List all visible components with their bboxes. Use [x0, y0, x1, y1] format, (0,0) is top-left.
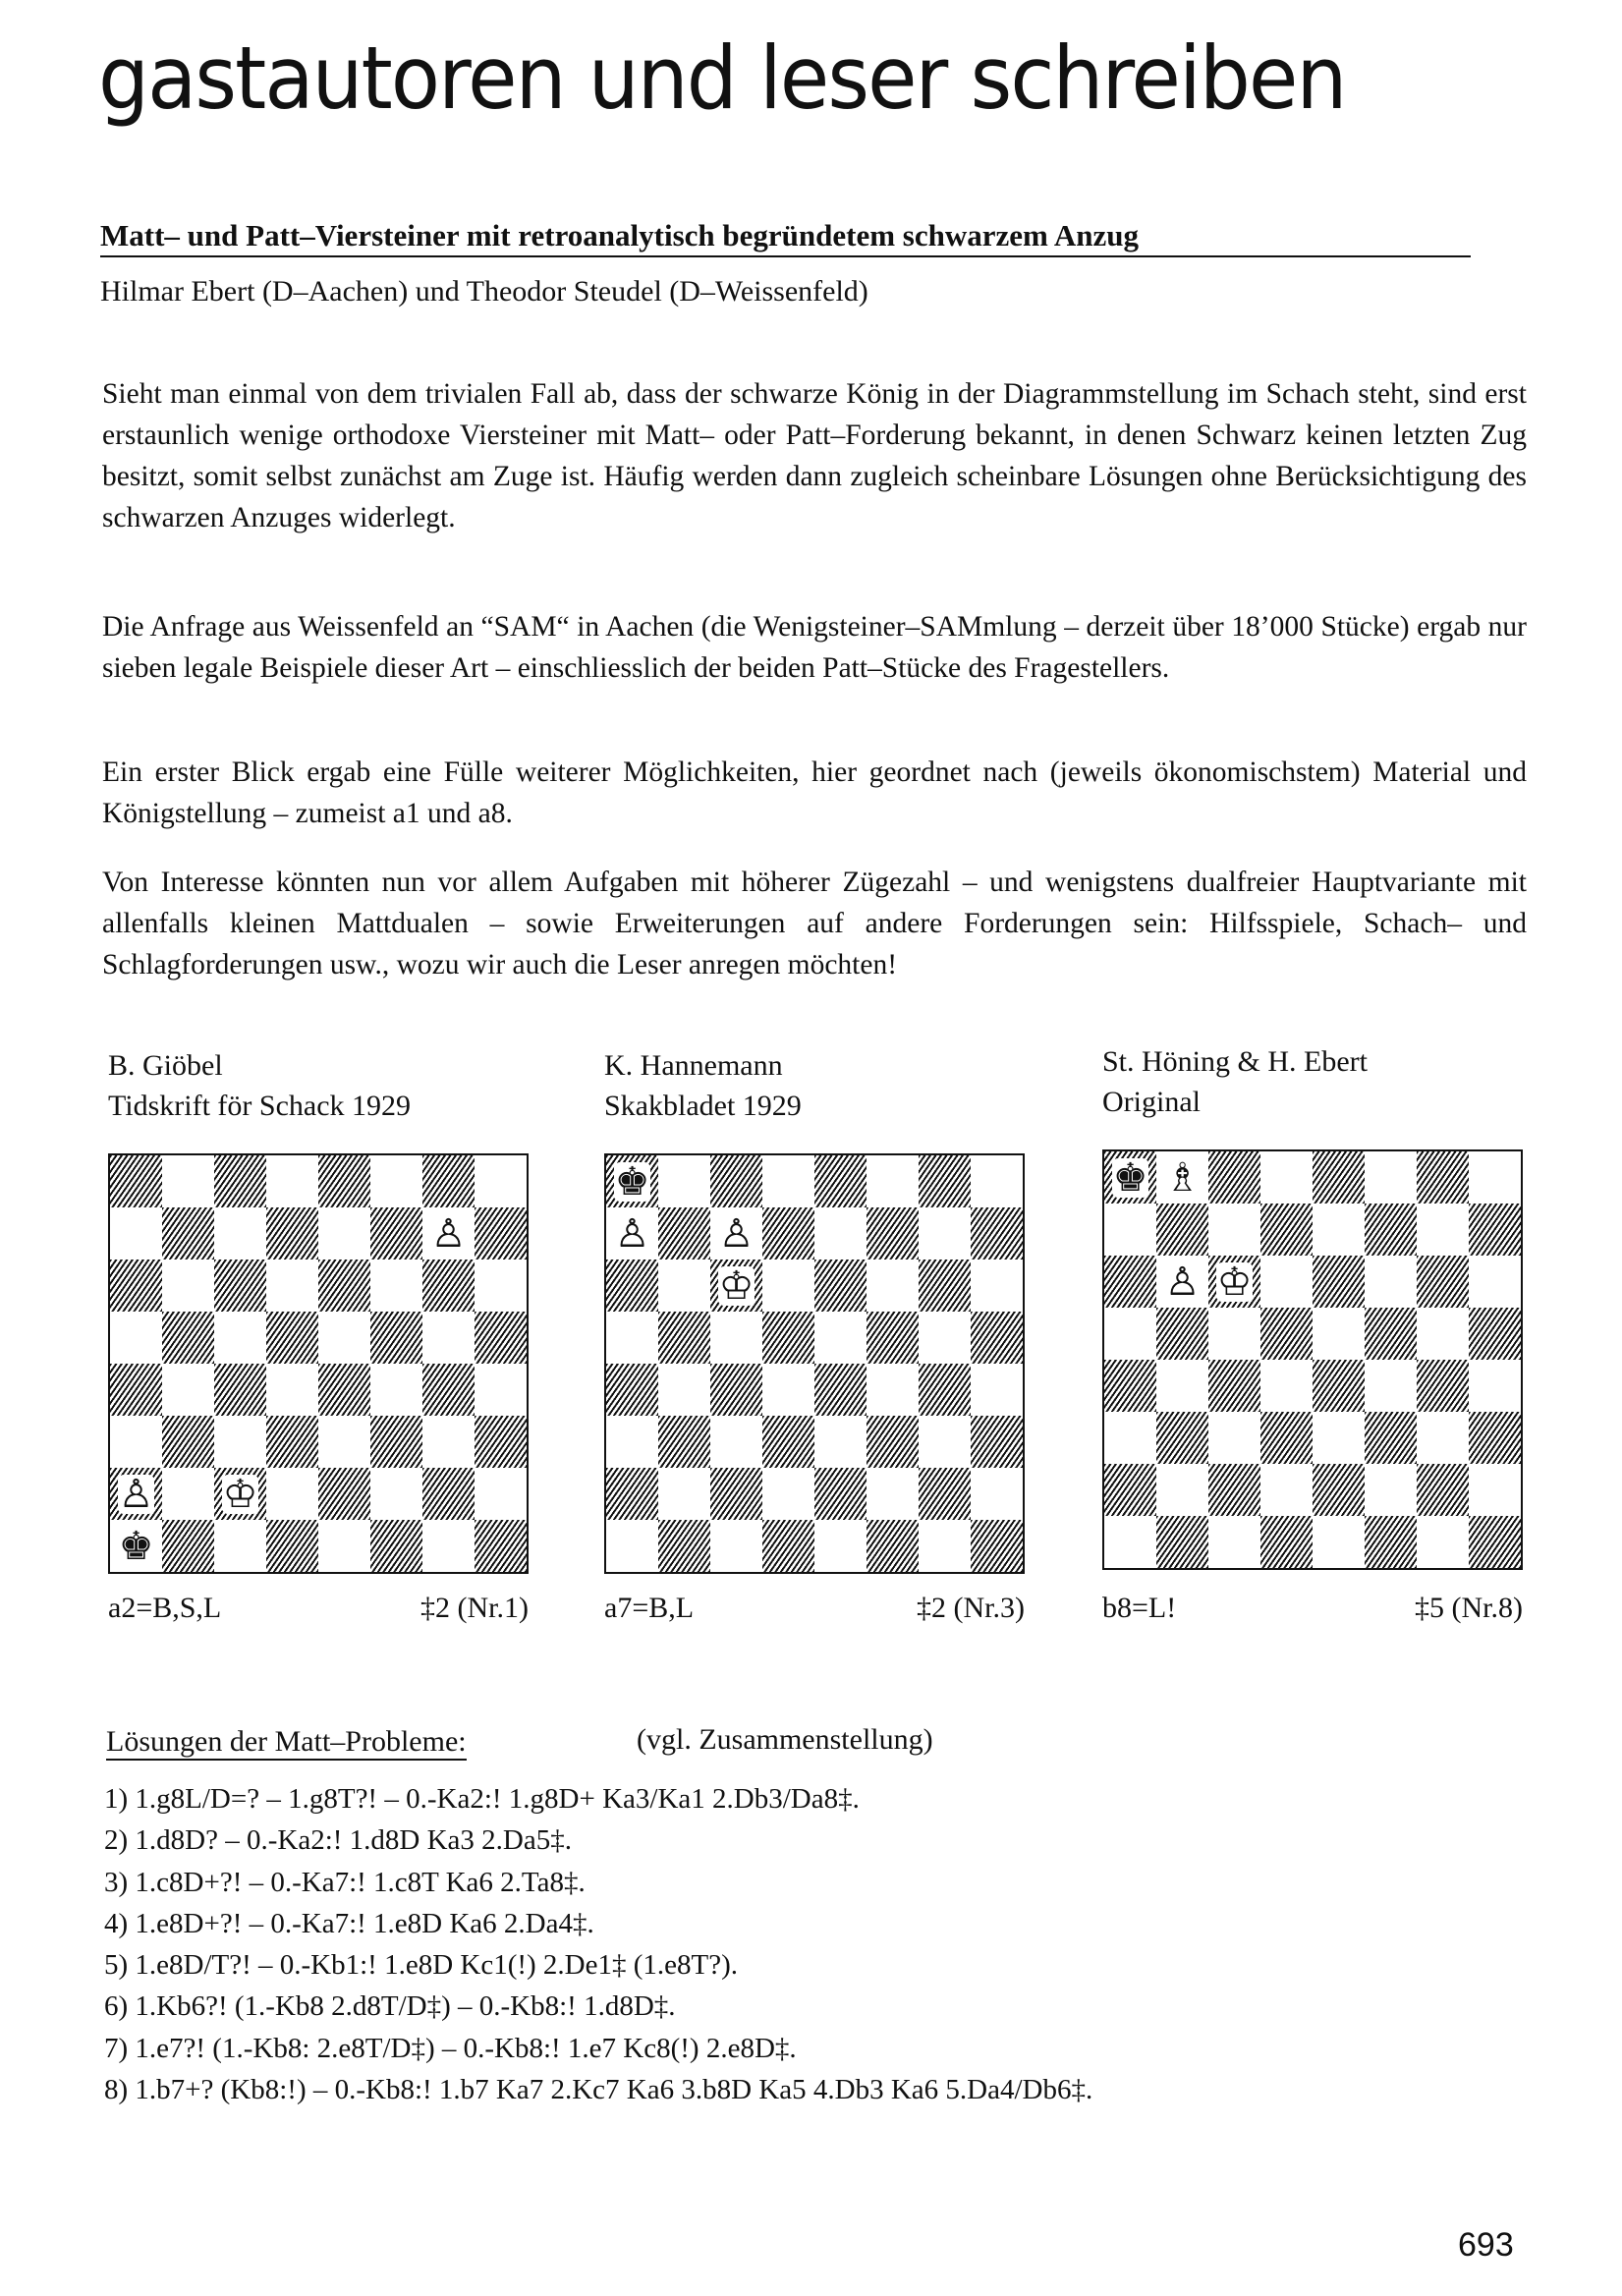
square-h2 [475, 1468, 527, 1520]
square-g5 [919, 1312, 971, 1364]
square-h4 [1469, 1360, 1521, 1412]
square-f7 [1365, 1204, 1417, 1256]
square-h4 [475, 1364, 527, 1416]
chess-piece-a8: ♚ [1112, 1154, 1148, 1201]
square-f4 [370, 1364, 422, 1416]
diagram-source: Skakbladet 1929 [604, 1090, 802, 1122]
square-a4 [1104, 1360, 1156, 1412]
page-number: 693 [1458, 2226, 1514, 2264]
square-e3 [318, 1416, 370, 1468]
square-c3 [214, 1416, 266, 1468]
square-b6 [162, 1260, 214, 1312]
solution-line: 5) 1.e8D/T?! – 0.-Kb1:! 1.e8D Kc1(!) 2.De1‡ (1.e8T?). [104, 1949, 739, 1982]
chess-piece-a2: ♙ [118, 1471, 154, 1517]
square-h7 [971, 1207, 1023, 1260]
square-h1 [1469, 1516, 1521, 1568]
square-e4 [814, 1364, 867, 1416]
square-a3 [606, 1416, 658, 1468]
square-e8 [814, 1155, 867, 1207]
square-a8 [1104, 1151, 1156, 1204]
stipulation-condition: b8=L! [1102, 1592, 1177, 1624]
article-authors: Hilmar Ebert (D–Aachen) und Theodor Steudel (D–Weissenfeld) [100, 275, 868, 308]
square-b8 [658, 1155, 710, 1207]
chess-piece-c6: ♔ [718, 1262, 755, 1309]
square-g1 [422, 1520, 475, 1572]
square-d6 [1260, 1256, 1313, 1308]
square-g6 [1417, 1256, 1469, 1308]
square-d6 [266, 1260, 318, 1312]
solutions-list [104, 1778, 1092, 2110]
square-f1 [370, 1520, 422, 1572]
square-e1 [814, 1520, 867, 1572]
square-c6 [214, 1260, 266, 1312]
square-e7 [318, 1207, 370, 1260]
square-f4 [1365, 1360, 1417, 1412]
square-d5 [266, 1312, 318, 1364]
square-a1 [1104, 1516, 1156, 1568]
square-h1 [475, 1520, 527, 1572]
stipulation-goal: ‡5 (Nr.8) [1415, 1592, 1523, 1624]
square-e2 [318, 1468, 370, 1520]
square-h7 [1469, 1204, 1521, 1256]
square-f7 [370, 1207, 422, 1260]
square-a6 [1104, 1256, 1156, 1308]
square-e7 [1313, 1204, 1365, 1256]
stipulation-condition: a7=B,L [604, 1592, 695, 1624]
square-e6 [814, 1260, 867, 1312]
square-e5 [318, 1312, 370, 1364]
paragraph: Die Anfrage aus Weissenfeld an “SAM“ in Aachen (die Wenigsteiner–SAMmlung – derzeit über 18’000 Stücke) ergab nur sieben legale Beispiele dieser Art – einschliesslich der beiden Patt–Stücke des Fragestellers. [102, 611, 1527, 684]
square-f8 [370, 1155, 422, 1207]
square-e2 [814, 1468, 867, 1520]
square-c3 [1208, 1412, 1260, 1464]
square-a2 [110, 1468, 162, 1520]
square-b1 [658, 1520, 710, 1572]
square-c8 [710, 1155, 762, 1207]
square-d8 [266, 1155, 318, 1207]
square-b1 [162, 1520, 214, 1572]
square-d8 [762, 1155, 814, 1207]
square-f3 [1365, 1412, 1417, 1464]
square-d1 [762, 1520, 814, 1572]
square-a1 [110, 1520, 162, 1572]
square-c2 [1208, 1464, 1260, 1516]
stipulation-goal: ‡2 (Nr.1) [420, 1592, 529, 1624]
square-g1 [1417, 1516, 1469, 1568]
square-b8 [1156, 1151, 1208, 1204]
square-d4 [266, 1364, 318, 1416]
square-f8 [1365, 1151, 1417, 1204]
square-e5 [814, 1312, 867, 1364]
diagram-2 [604, 1045, 1025, 1631]
square-a5 [110, 1312, 162, 1364]
square-f6 [867, 1260, 919, 1312]
square-b2 [1156, 1464, 1208, 1516]
square-g7 [919, 1207, 971, 1260]
square-b8 [162, 1155, 214, 1207]
square-g3 [422, 1416, 475, 1468]
square-b7 [162, 1207, 214, 1260]
square-e1 [318, 1520, 370, 1572]
square-f6 [370, 1260, 422, 1312]
square-b3 [162, 1416, 214, 1468]
square-a7 [110, 1207, 162, 1260]
square-a6 [606, 1260, 658, 1312]
square-d8 [1260, 1151, 1313, 1204]
square-c7 [710, 1207, 762, 1260]
diagram-author: K. Hannemann [604, 1049, 783, 1082]
square-d2 [1260, 1464, 1313, 1516]
square-d6 [762, 1260, 814, 1312]
square-a6 [110, 1260, 162, 1312]
square-d7 [1260, 1204, 1313, 1256]
square-c5 [214, 1312, 266, 1364]
diagram-author: St. Höning & H. Ebert [1102, 1045, 1368, 1078]
square-b4 [162, 1364, 214, 1416]
square-a4 [110, 1364, 162, 1416]
square-d2 [762, 1468, 814, 1520]
square-f5 [1365, 1308, 1417, 1360]
square-h5 [475, 1312, 527, 1364]
square-f3 [867, 1416, 919, 1468]
square-b1 [1156, 1516, 1208, 1568]
square-d1 [266, 1520, 318, 1572]
square-d5 [1260, 1308, 1313, 1360]
square-e3 [1313, 1412, 1365, 1464]
square-h4 [971, 1364, 1023, 1416]
square-c7 [1208, 1204, 1260, 1256]
square-d4 [762, 1364, 814, 1416]
chess-piece-g7: ♙ [430, 1210, 467, 1257]
square-f2 [1365, 1464, 1417, 1516]
square-e6 [1313, 1256, 1365, 1308]
stipulation-condition: a2=B,S,L [108, 1592, 222, 1624]
square-a4 [606, 1364, 658, 1416]
square-e8 [1313, 1151, 1365, 1204]
square-f8 [867, 1155, 919, 1207]
diagram-1 [108, 1045, 529, 1631]
solution-line: 2) 1.d8D? – 0.-Ka2:! 1.d8D Ka3 2.Da5‡. [104, 1824, 572, 1857]
square-g3 [919, 1416, 971, 1468]
square-d3 [762, 1416, 814, 1468]
square-g6 [422, 1260, 475, 1312]
chess-board [1102, 1149, 1523, 1570]
solution-line: 7) 1.e7?! (1.-Kb8: 2.e8T/D‡) – 0.-Kb8:! 1.e7 Kc8(!) 2.e8D‡. [104, 2032, 797, 2064]
square-b4 [1156, 1360, 1208, 1412]
square-a5 [606, 1312, 658, 1364]
chess-board [108, 1153, 529, 1574]
square-f1 [867, 1520, 919, 1572]
square-e8 [318, 1155, 370, 1207]
square-c2 [710, 1468, 762, 1520]
paragraph: Ein erster Blick ergab eine Fülle weiterer Möglichkeiten, hier geordnet nach (jeweils ökonomischstem) Material und Königstellung – zumeist a1 und a8. [102, 756, 1527, 829]
square-g6 [919, 1260, 971, 1312]
paragraph: Sieht man einmal von dem trivialen Fall ab, dass der schwarze König in der Diagrammstellung im Schach steht, sind erst erstaunlich wenige orthodoxe Viersteiner mit Matt– oder Patt–Forderung bekannt, in denen Schwarz keinen letzten Zug besitzt, somit selbst zunächst am Zuge ist. Häufig werden dann zugleich scheinbare Lösungen ohne Berücksichtigung des schwarzen Anzuges widerlegt. [102, 378, 1527, 533]
square-b4 [658, 1364, 710, 1416]
square-b6 [1156, 1256, 1208, 1308]
diagram-source: Tidskrift för Schack 1929 [108, 1090, 412, 1122]
square-h6 [1469, 1256, 1521, 1308]
square-g2 [422, 1468, 475, 1520]
square-a1 [606, 1520, 658, 1572]
square-h2 [971, 1468, 1023, 1520]
square-a3 [110, 1416, 162, 1468]
solution-line: 8) 1.b7+? (Kb8:!) – 0.-Kb8:! 1.b7 Ka7 2.Kc7 Ka6 3.b8D Ka5 4.Db3 Ka6 5.Da4/Db6‡. [104, 2074, 1093, 2106]
square-e4 [1313, 1360, 1365, 1412]
solutions-note: (vgl. Zusammenstellung) [637, 1723, 933, 1756]
chess-piece-c6: ♔ [1216, 1259, 1253, 1305]
solutions-heading: Lösungen der Matt–Probleme: [106, 1725, 467, 1761]
square-e5 [1313, 1308, 1365, 1360]
square-c1 [1208, 1516, 1260, 1568]
chess-piece-c7: ♙ [718, 1210, 755, 1257]
solution-line: 6) 1.Kb6?! (1.-Kb8 2.d8T/D‡) – 0.-Kb8:! 1.d8D‡. [104, 1990, 676, 2023]
solution-line: 1) 1.g8L/D=? – 1.g8T?! – 0.-Ka2:! 1.g8D+ Ka3/Ka1 2.Db3/Da8‡. [104, 1783, 860, 1815]
square-h3 [971, 1416, 1023, 1468]
square-c6 [1208, 1256, 1260, 1308]
square-e4 [318, 1364, 370, 1416]
square-d7 [762, 1207, 814, 1260]
square-h5 [971, 1312, 1023, 1364]
square-a8 [606, 1155, 658, 1207]
square-b2 [658, 1468, 710, 1520]
square-a7 [606, 1207, 658, 1260]
square-e7 [814, 1207, 867, 1260]
square-h8 [971, 1155, 1023, 1207]
square-g8 [1417, 1151, 1469, 1204]
square-f5 [867, 1312, 919, 1364]
square-c5 [710, 1312, 762, 1364]
paragraph: Von Interesse könnten nun vor allem Aufgaben mit höherer Zügezahl – und wenigstens dualfreier Hauptvariante mit allenfalls kleinen Mattdualen – sowie Erweiterungen auf andere Forderungen sein: Hilfsspiele, Schach– und Schlagforderungen usw., wozu wir auch die Leser anregen möchten! [102, 867, 1527, 980]
square-h1 [971, 1520, 1023, 1572]
square-c4 [214, 1364, 266, 1416]
square-d7 [266, 1207, 318, 1260]
square-c6 [710, 1260, 762, 1312]
square-g2 [1417, 1464, 1469, 1516]
square-b5 [658, 1312, 710, 1364]
square-a7 [1104, 1204, 1156, 1256]
square-b7 [1156, 1204, 1208, 1256]
chess-piece-b8: ♗ [1164, 1154, 1201, 1201]
square-g5 [1417, 1308, 1469, 1360]
square-b6 [658, 1260, 710, 1312]
square-a8 [110, 1155, 162, 1207]
diagram-3 [1102, 1041, 1523, 1631]
square-c5 [1208, 1308, 1260, 1360]
square-h3 [475, 1416, 527, 1468]
square-h2 [1469, 1464, 1521, 1516]
square-g4 [422, 1364, 475, 1416]
square-f5 [370, 1312, 422, 1364]
square-f7 [867, 1207, 919, 1260]
square-g4 [919, 1364, 971, 1416]
square-g8 [422, 1155, 475, 1207]
square-f3 [370, 1416, 422, 1468]
square-g7 [422, 1207, 475, 1260]
square-d4 [1260, 1360, 1313, 1412]
chess-piece-b6: ♙ [1164, 1259, 1201, 1305]
square-e2 [1313, 1464, 1365, 1516]
square-g8 [919, 1155, 971, 1207]
chess-piece-a7: ♙ [614, 1210, 650, 1257]
page-title: gastautoren und leser schreiben [98, 28, 1346, 129]
square-f4 [867, 1364, 919, 1416]
square-a5 [1104, 1308, 1156, 1360]
square-c4 [710, 1364, 762, 1416]
square-c3 [710, 1416, 762, 1468]
article-heading: Matt– und Patt–Viersteiner mit retroanalytisch begründetem schwarzem Anzug [100, 218, 1471, 257]
square-e6 [318, 1260, 370, 1312]
square-a2 [1104, 1464, 1156, 1516]
square-h8 [475, 1155, 527, 1207]
square-c8 [214, 1155, 266, 1207]
square-a2 [606, 1468, 658, 1520]
square-f6 [1365, 1256, 1417, 1308]
square-b3 [658, 1416, 710, 1468]
square-c1 [214, 1520, 266, 1572]
square-h7 [475, 1207, 527, 1260]
square-h8 [1469, 1151, 1521, 1204]
square-g2 [919, 1468, 971, 1520]
square-d5 [762, 1312, 814, 1364]
square-b3 [1156, 1412, 1208, 1464]
square-f2 [867, 1468, 919, 1520]
diagram-author: B. Giöbel [108, 1049, 223, 1082]
square-c7 [214, 1207, 266, 1260]
square-h5 [1469, 1308, 1521, 1360]
square-g4 [1417, 1360, 1469, 1412]
square-c4 [1208, 1360, 1260, 1412]
square-h3 [1469, 1412, 1521, 1464]
square-c1 [710, 1520, 762, 1572]
square-d2 [266, 1468, 318, 1520]
square-f1 [1365, 1516, 1417, 1568]
square-g1 [919, 1520, 971, 1572]
square-e3 [814, 1416, 867, 1468]
chess-piece-a8: ♚ [614, 1158, 650, 1204]
stipulation-goal: ‡2 (Nr.3) [917, 1592, 1025, 1624]
square-b2 [162, 1468, 214, 1520]
square-h6 [475, 1260, 527, 1312]
chess-piece-a1: ♚ [118, 1523, 154, 1569]
solution-line: 3) 1.c8D+?! – 0.-Ka7:! 1.c8T Ka6 2.Ta8‡. [104, 1866, 586, 1898]
chess-piece-c2: ♔ [222, 1471, 258, 1517]
square-g5 [422, 1312, 475, 1364]
square-c2 [214, 1468, 266, 1520]
square-h6 [971, 1260, 1023, 1312]
square-b5 [1156, 1308, 1208, 1360]
square-d3 [1260, 1412, 1313, 1464]
chess-board [604, 1153, 1025, 1574]
square-f2 [370, 1468, 422, 1520]
square-d1 [1260, 1516, 1313, 1568]
square-d3 [266, 1416, 318, 1468]
square-g3 [1417, 1412, 1469, 1464]
square-e1 [1313, 1516, 1365, 1568]
square-b5 [162, 1312, 214, 1364]
solution-line: 4) 1.e8D+?! – 0.-Ka7:! 1.e8D Ka6 2.Da4‡. [104, 1907, 594, 1939]
square-a3 [1104, 1412, 1156, 1464]
square-b7 [658, 1207, 710, 1260]
square-c8 [1208, 1151, 1260, 1204]
square-g7 [1417, 1204, 1469, 1256]
diagram-source: Original [1102, 1086, 1201, 1118]
